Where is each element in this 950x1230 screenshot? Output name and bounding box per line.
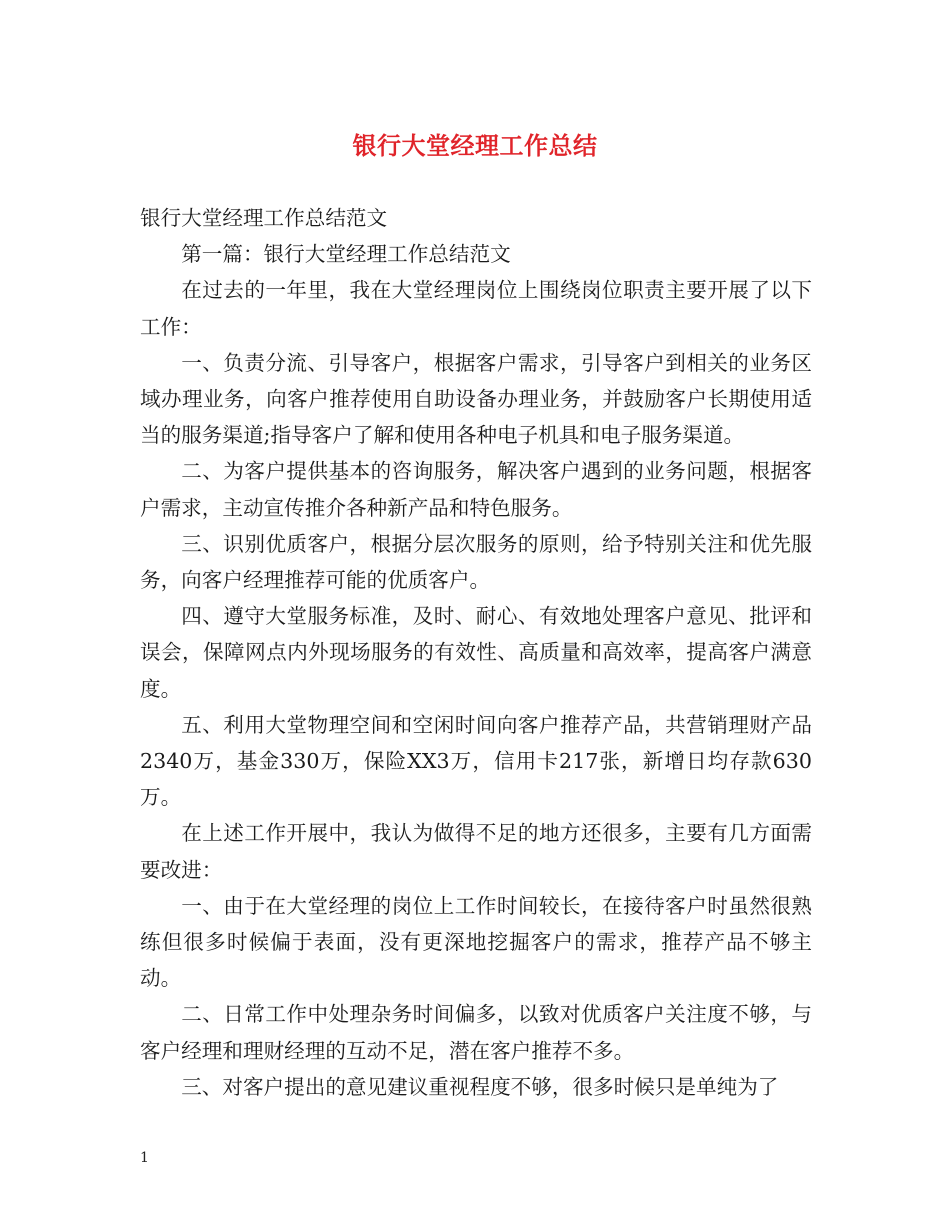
paragraph-shortcoming-1: 一、由于在大堂经理的岗位上工作时间较长，在接待客户时虽然很熟练但很多时候偏于表面，没有更深地挖掘客户的需求，推荐产品不够主动。 [140, 893, 812, 991]
paragraph-shortcoming-2: 二、日常工作中处理杂务时间偏多，以致对优质客户关注度不够，与客户经理和理财经理的互动不足，潜在客户推荐不多。 [140, 1002, 812, 1063]
paragraph-item-1: 一、负责分流、引导客户，根据客户需求，引导客户到相关的业务区域办理业务，向客户推荐使用自助设备办理业务，并鼓励客户长期使用适当的服务渠道;指导客户了解和使用各种电子机具和电子服务渠道。 [140, 350, 812, 448]
document-subtitle: 银行大堂经理工作总结范文 [140, 206, 388, 230]
document-title: 银行大堂经理工作总结 [352, 131, 598, 160]
paragraph-item-4: 四、遵守大堂服务标准，及时、耐心、有效地处理客户意见、批评和误会，保障网点内外现场服务的有效性、高质量和高效率，提高客户满意度。 [140, 604, 812, 701]
paragraph-part-heading: 第一篇：银行大堂经理工作总结范文 [181, 242, 511, 267]
paragraph-intro: 在过去的一年里，我在大堂经理岗位上围绕岗位职责主要开展了以下工作： [140, 278, 812, 339]
paragraph-shortcomings-intro: 在上述工作开展中，我认为做得不足的地方还很多，主要有几方面需要改进： [140, 821, 812, 882]
paragraph-item-5: 五、利用大堂物理空间和空闲时间向客户推荐产品，共营销理财产品2340万，基金330万，保险XX3万，信用卡217张，新增日均存款630万。 [140, 712, 812, 810]
paragraph-shortcoming-3: 三、对客户提出的意见建议重视程度不够，很多时候只是单纯为了 [181, 1074, 779, 1099]
paragraph-item-2: 二、为客户提供基本的咨询服务，解决客户遇到的业务问题，根据客户需求，主动宣传推介各种新产品和特色服务。 [140, 459, 812, 520]
paragraph-item-3: 三、识别优质客户，根据分层次服务的原则，给予特别关注和优先服务，向客户经理推荐可能的优质客户。 [140, 531, 812, 593]
page-number: 1 [140, 1150, 149, 1166]
document-body [140, 200, 812, 1105]
